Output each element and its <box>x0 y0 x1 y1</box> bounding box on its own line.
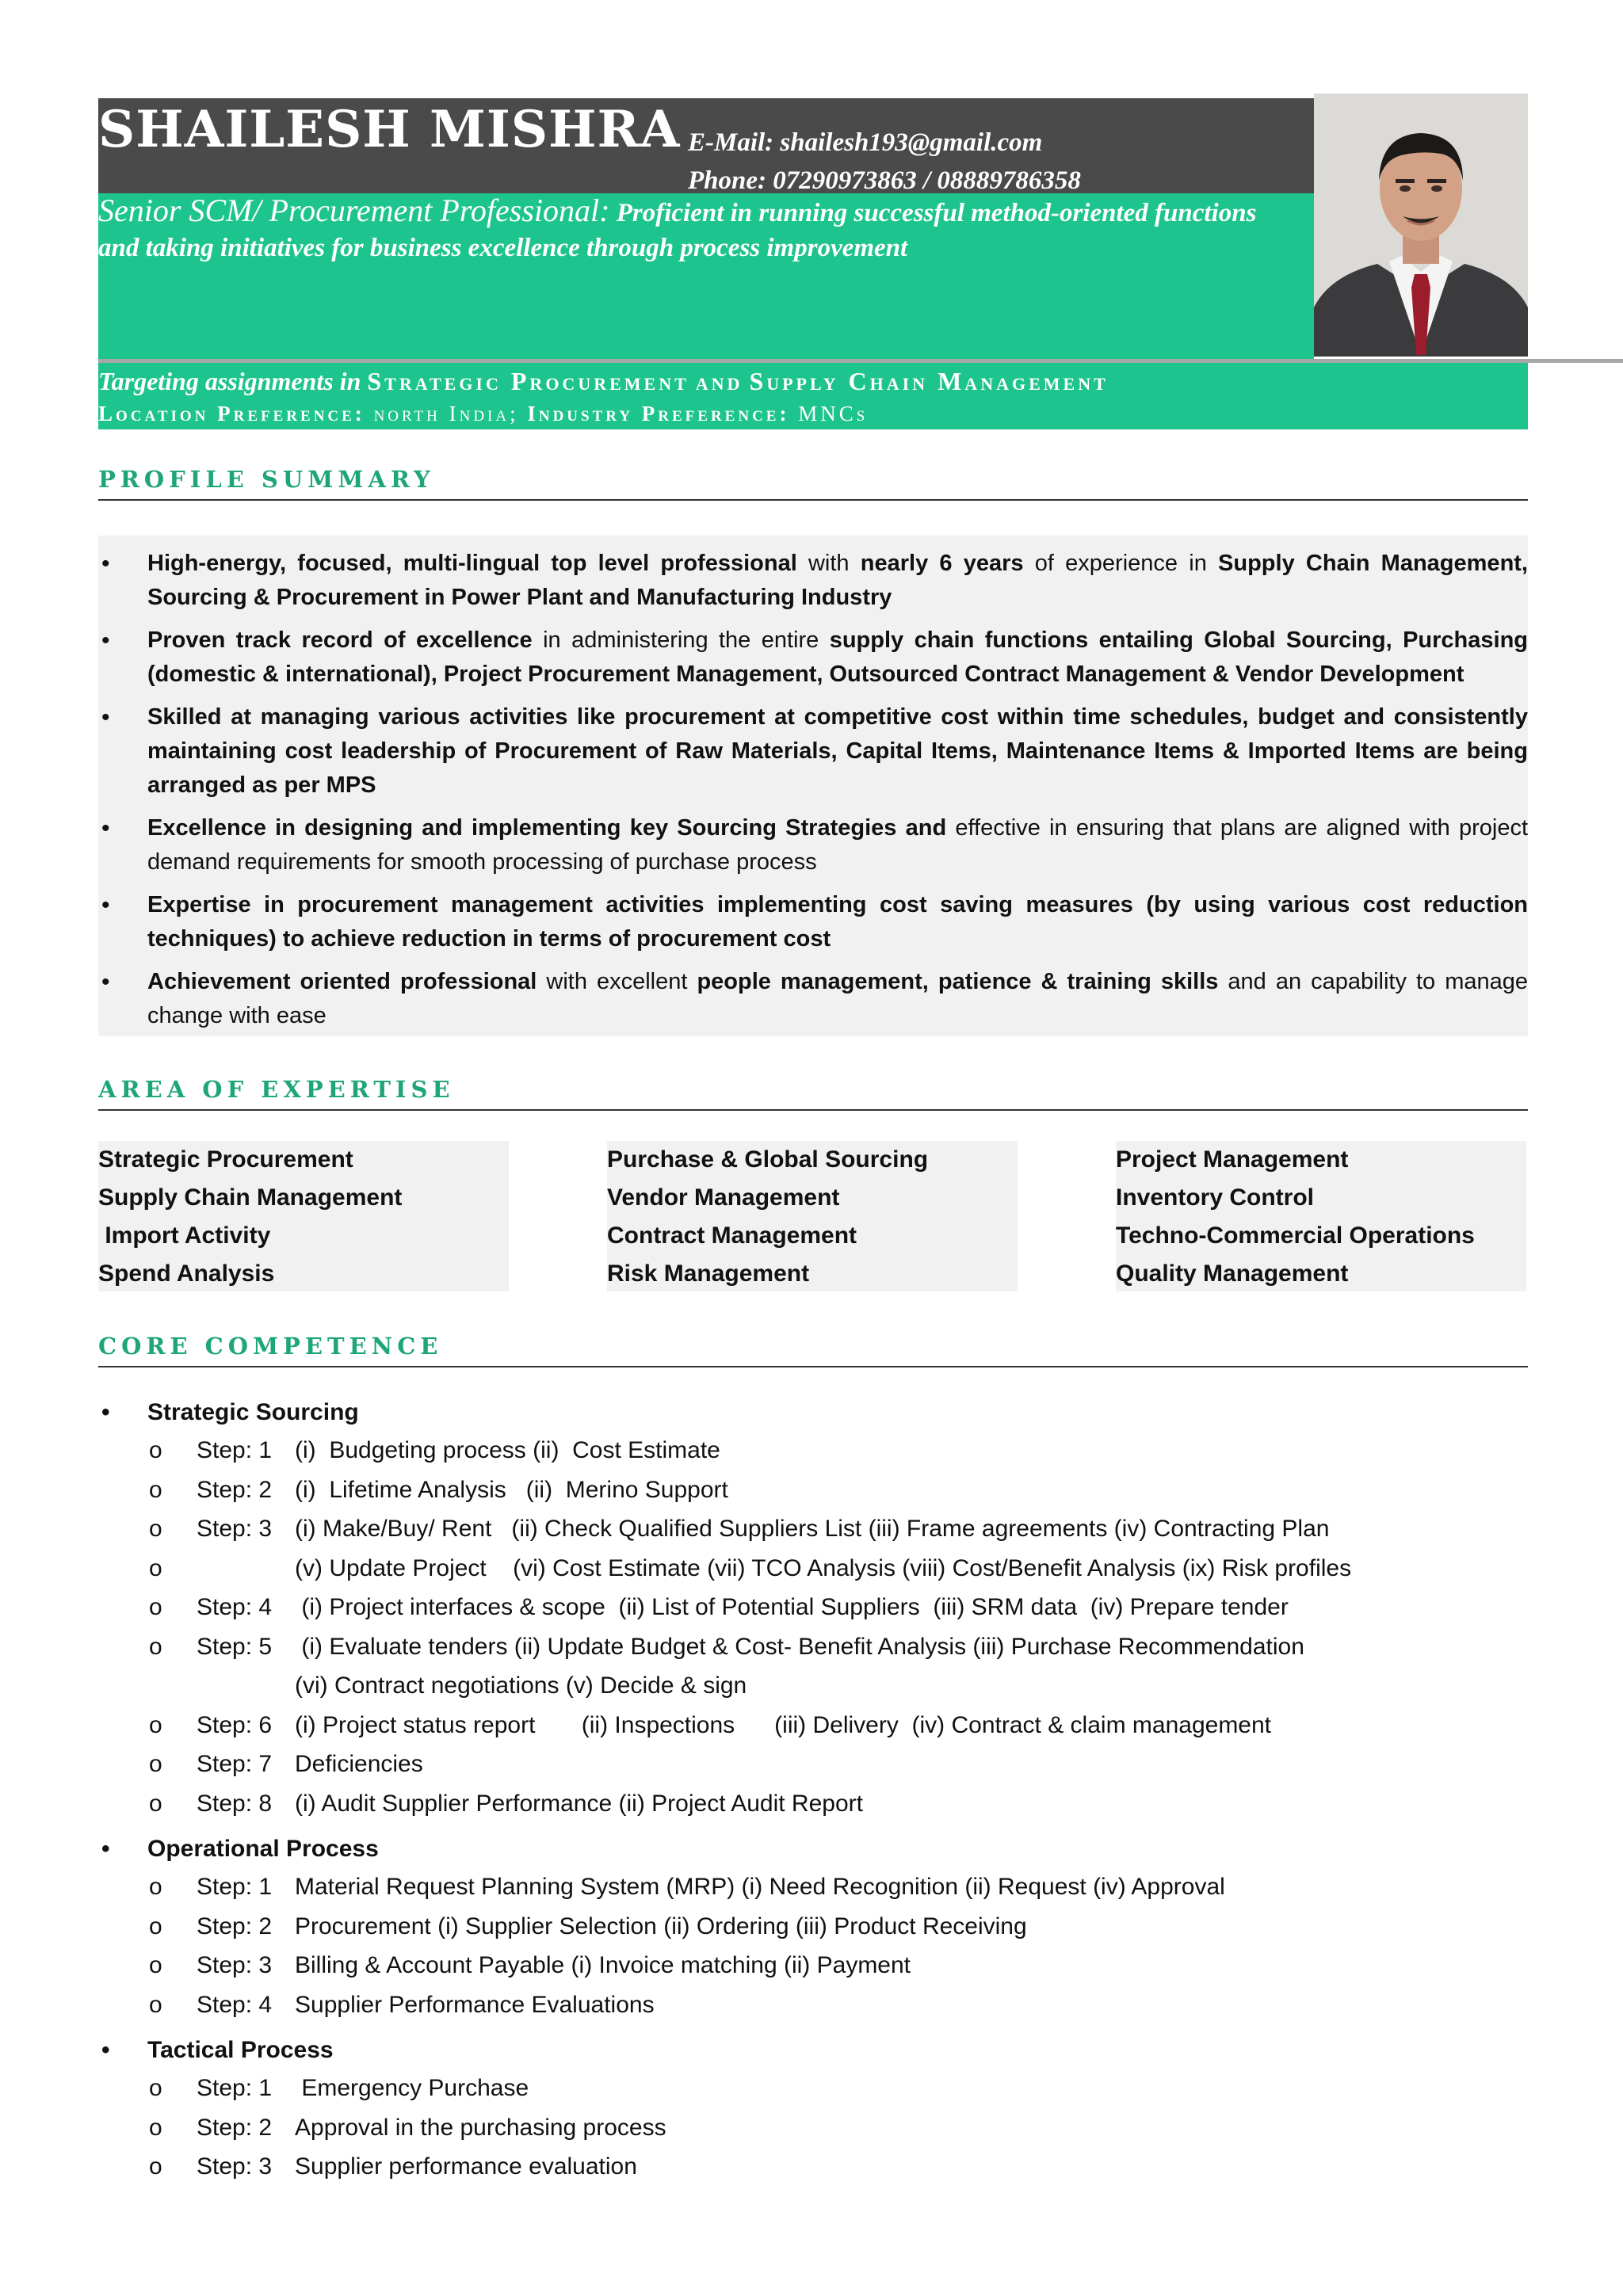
competence-step <box>98 1549 1528 1589</box>
list-item: • High-energy, focused, multi-lingual top level professional with nearly 6 years of experience in Supply Chain Management, Sourcing & Procurement in Power Plant and Manufacturing Industry <box>98 547 1528 615</box>
group-title-text: Operational Process <box>147 1836 379 1862</box>
sub-bullet-icon: o <box>149 1913 162 1939</box>
profile-photo <box>1314 93 1528 357</box>
list-item: • Proven track record of excellence in administering the entire supply chain functions entailing Global Sourcing, Purchasing (domestic & international), Project Procurement Management, Outsourced Contract Management & Vendor Development <box>98 624 1528 692</box>
competence-group-title <box>98 2032 1528 2069</box>
expertise-item: Quality Management <box>1116 1261 1349 1287</box>
step-description: (v) Update Project (vi) Cost Estimate (vii) TCO Analysis (viii) Cost/Benefit Analysis (ix) Risk profiles <box>295 1554 1352 1581</box>
section-heading-core <box>98 1326 1528 1367</box>
email[interactable]: E-Mail: shailesh193@gmail.com <box>688 128 1043 157</box>
step-label: Step: 5 <box>197 1633 273 1660</box>
expertise-column-3 <box>1116 1141 1526 1291</box>
competence-group-title <box>98 1831 1528 1867</box>
targeting-line <box>98 363 1525 399</box>
competence-step <box>98 1745 1528 1784</box>
list-item: • Excellence in designing and implementing key Sourcing Strategies and effective in ensuring that plans are aligned with project demand requirements for smooth processing of purchase process <box>98 811 1528 879</box>
target-area-2: Supply Chain Management <box>749 367 1109 395</box>
step-description: Procurement (i) Supplier Selection (ii) Ordering (iii) Product Receiving <box>295 1913 1027 1939</box>
bullet-icon: • <box>101 627 110 654</box>
list-item: • Expertise in procurement management activities implementing cost saving measures (by using various cost reduction techniques) to achieve reduction in terms of procurement cost <box>98 888 1528 956</box>
expertise-item: Supply Chain Management <box>98 1184 403 1211</box>
competence-step <box>98 1509 1528 1549</box>
competence-step <box>98 2147 1528 2187</box>
competence-step <box>98 1907 1528 1947</box>
competence-step <box>98 1867 1528 1907</box>
sub-bullet-icon: o <box>149 1991 162 2018</box>
location-value: north India; <box>373 402 519 425</box>
sub-bullet-icon: o <box>149 1437 162 1463</box>
step-label: Step: 2 <box>197 2114 273 2141</box>
group-title-text: Strategic Sourcing <box>147 1399 359 1425</box>
step-label: Step: 1 <box>197 1874 273 1900</box>
step-label: Step: 2 <box>197 1476 273 1503</box>
competence-step <box>98 1431 1528 1470</box>
expertise-item: Risk Management <box>607 1261 810 1287</box>
expertise-item: Purchase & Global Sourcing <box>607 1146 929 1173</box>
sub-bullet-icon: o <box>149 1874 162 1900</box>
bullet-icon: • <box>101 1836 110 1862</box>
bullet-icon: • <box>101 892 110 918</box>
step-label: Step: 2 <box>197 1913 273 1939</box>
step-label: Step: 6 <box>197 1711 273 1738</box>
profile-summary-list <box>98 547 1528 1042</box>
list-item: • Skilled at managing various activities like procurement at competitive cost within time schedules, budget and consistently maintaining cost leadership of Procurement of Raw Materials, Capital Items, Maintenance Items & Imported Items are being arranged as per MPS <box>98 700 1528 803</box>
competence-step <box>98 2069 1528 2108</box>
competence-group <box>98 2032 1528 2187</box>
competence-step <box>98 1784 1528 1824</box>
sub-bullet-icon: o <box>149 1554 162 1581</box>
step-description: (i) Make/Buy/ Rent (ii) Check Qualified Suppliers List (iii) Frame agreements (iv) Contracting Plan <box>295 1516 1330 1542</box>
sub-bullet-icon: o <box>149 2114 162 2141</box>
competence-step <box>98 1666 1528 1706</box>
step-description: (i) Evaluate tenders (ii) Update Budget & Cost- Benefit Analysis (iii) Purchase Recommendation <box>295 1633 1304 1660</box>
step-description: Supplier performance evaluation <box>295 2153 637 2180</box>
section-title: AREA OF EXPERTISE <box>98 1076 455 1103</box>
expertise-item: Strategic Procurement <box>98 1146 353 1173</box>
bullet-icon: • <box>101 1399 110 1425</box>
targeting-block <box>98 363 1525 428</box>
location-label: Location Preference: <box>98 402 365 425</box>
headline <box>98 193 1295 265</box>
sub-bullet-icon: o <box>149 2075 162 2101</box>
competence-step <box>98 1588 1528 1627</box>
step-label: Step: 7 <box>197 1751 273 1777</box>
step-description: (i) Audit Supplier Performance (ii) Project Audit Report <box>295 1790 863 1817</box>
bullet-icon: • <box>101 815 110 841</box>
job-title: Senior SCM/ Procurement Professional: <box>98 193 610 228</box>
sub-bullet-icon: o <box>149 1952 162 1978</box>
step-description: (i) Lifetime Analysis (ii) Merino Support <box>295 1476 728 1503</box>
sub-bullet-icon: o <box>149 1594 162 1620</box>
sub-bullet-icon: o <box>149 1790 162 1817</box>
sub-bullet-icon: o <box>149 2153 162 2180</box>
step-label: Step: 1 <box>197 2075 273 2101</box>
bullet-icon: • <box>101 704 110 730</box>
step-label: Step: 4 <box>197 1594 273 1620</box>
section-title: CORE COMPETENCE <box>98 1333 443 1360</box>
bullet-icon: • <box>101 551 110 577</box>
competence-group-title <box>98 1394 1528 1431</box>
step-label: Step: 3 <box>197 2153 273 2180</box>
expertise-item: Spend Analysis <box>98 1261 275 1287</box>
bullet-icon: • <box>101 969 110 995</box>
step-description: Material Request Planning System (MRP) (i) Need Recognition (ii) Request (iv) Approval <box>295 1874 1225 1900</box>
competence-group <box>98 1831 1528 2024</box>
industry-label: Industry Preference: <box>527 402 790 425</box>
step-label: Step: 3 <box>197 1516 273 1542</box>
sub-bullet-icon: o <box>149 1516 162 1542</box>
expertise-item: Import Activity <box>98 1222 271 1249</box>
expertise-item: Contract Management <box>607 1222 857 1249</box>
tagline: Proficient in running successful method-oriented functions and taking initiatives for business excellence through process improvement <box>98 199 1257 262</box>
step-label: Step: 1 <box>197 1437 273 1463</box>
competence-step <box>98 1627 1528 1667</box>
phone[interactable]: Phone: 07290973863 / 08889786358 <box>688 166 1081 195</box>
expertise-item: Project Management <box>1116 1146 1349 1173</box>
section-title: PROFILE SUMMARY <box>98 466 435 493</box>
step-description: (i) Project interfaces & scope (ii) List of Potential Suppliers (iii) SRM data (iv) Prepare tender <box>295 1594 1289 1620</box>
target-conj: and <box>695 367 743 395</box>
industry-value: MNCs <box>798 402 869 425</box>
expertise-item: Techno-Commercial Operations <box>1116 1222 1475 1249</box>
target-area-1: Strategic Procurement <box>367 367 689 395</box>
core-competence-list <box>98 1394 1528 2195</box>
competence-step <box>98 1470 1528 1510</box>
step-description: Approval in the purchasing process <box>295 2114 666 2141</box>
step-description: (vi) Contract negotiations (v) Decide & sign <box>295 1672 747 1699</box>
preference-line <box>98 399 1525 428</box>
step-description: Supplier Performance Evaluations <box>295 1991 655 2018</box>
section-heading-expertise <box>98 1070 1528 1111</box>
step-description: (i) Project status report (ii) Inspections (iii) Delivery (iv) Contract & claim management <box>295 1711 1272 1738</box>
step-label: Step: 3 <box>197 1952 273 1978</box>
sub-bullet-icon: o <box>149 1476 162 1503</box>
competence-group <box>98 1394 1528 1823</box>
step-description: (i) Budgeting process (ii) Cost Estimate <box>295 1437 720 1463</box>
sub-bullet-icon: o <box>149 1633 162 1660</box>
competence-step <box>98 1706 1528 1745</box>
competence-step <box>98 1946 1528 1985</box>
step-description: Deficiencies <box>295 1751 423 1777</box>
step-label: Step: 4 <box>197 1991 273 2018</box>
expertise-item: Inventory Control <box>1116 1184 1315 1211</box>
expertise-column-1 <box>98 1141 509 1291</box>
section-heading-profile <box>98 460 1528 501</box>
list-item: • Achievement oriented professional with excellent people management, patience & training skills and an capability to manage change with ease <box>98 965 1528 1033</box>
candidate-name: SHAILESH MISHRA <box>98 100 681 159</box>
competence-step <box>98 2108 1528 2148</box>
expertise-column-2 <box>607 1141 1018 1291</box>
competence-step <box>98 1985 1528 2025</box>
group-title-text: Tactical Process <box>147 2037 334 2063</box>
targeting-prefix: Targeting assignments in <box>98 367 361 395</box>
step-description: Emergency Purchase <box>295 2075 529 2101</box>
sub-bullet-icon: o <box>149 1711 162 1738</box>
bullet-icon: • <box>101 2037 110 2063</box>
sub-bullet-icon: o <box>149 1751 162 1777</box>
step-description: Billing & Account Payable (i) Invoice matching (ii) Payment <box>295 1952 911 1978</box>
expertise-item: Vendor Management <box>607 1184 840 1211</box>
step-label: Step: 8 <box>197 1790 273 1817</box>
contact-block <box>688 124 1081 200</box>
